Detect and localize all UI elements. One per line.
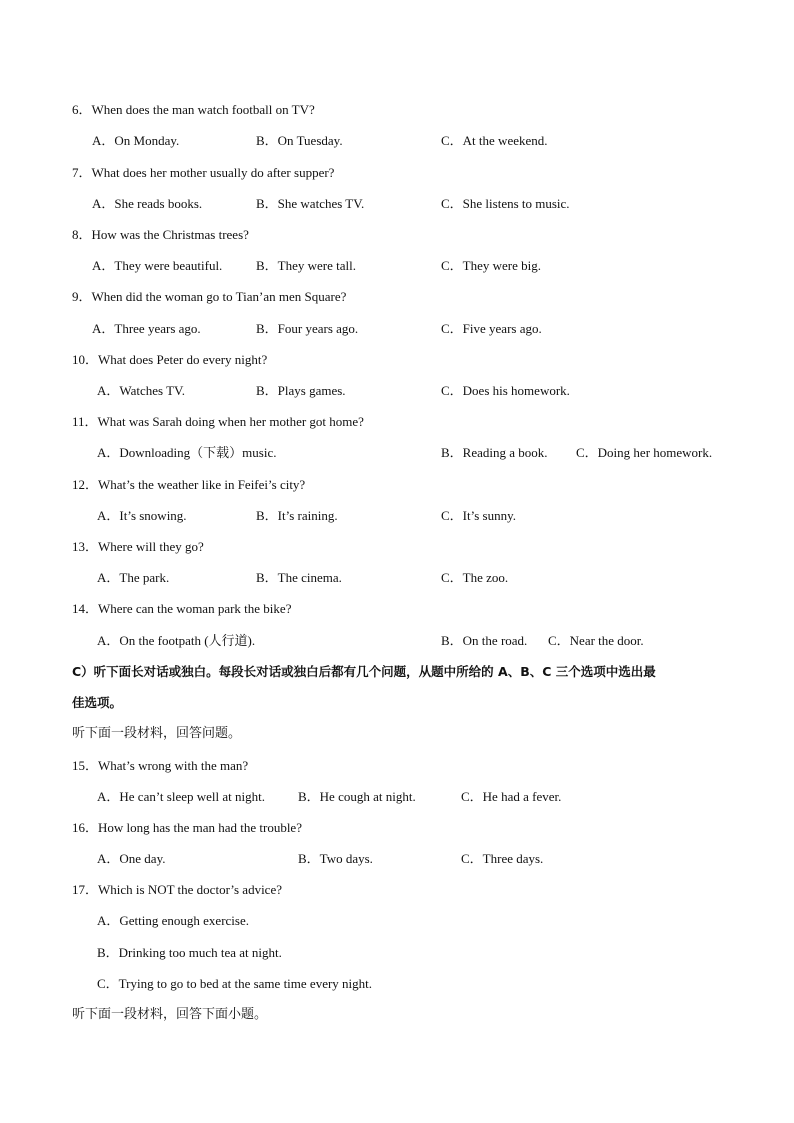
section-c-line2: 佳选项。 [72, 695, 123, 710]
question-text: 11．What was Sarah doing when her mother got home? [72, 414, 364, 429]
option-17-a [0, 911, 794, 931]
option-c: C．Does his homework. [441, 383, 570, 398]
option-b: B．It’s raining. [256, 508, 338, 523]
question-10 [0, 350, 794, 370]
option-17-b [0, 943, 794, 963]
option-a: A．Watches TV. [97, 383, 186, 398]
question-text: 16．How long has the man had the trouble? [72, 820, 302, 835]
option-a: A．He can’t sleep well at night. [97, 789, 265, 804]
options-9 [0, 319, 794, 339]
question-text: 6．When does the man watch football on TV? [72, 102, 315, 117]
option-c: C．They were big. [441, 258, 542, 273]
question-text: 17．Which is NOT the doctor’s advice? [72, 882, 282, 897]
question-text: 15．What’s wrong with the man? [72, 758, 249, 773]
option-b: B．The cinema. [256, 570, 342, 585]
option-c: C．He had a fever. [461, 789, 562, 804]
option-a: A．One day. [97, 851, 166, 866]
option-c: C．The zoo. [441, 570, 509, 585]
option-b: B．They were tall. [256, 258, 356, 273]
option-17-c [0, 974, 794, 994]
option-c: C．Near the door. [548, 633, 644, 648]
listen-instruction-2 [0, 1005, 794, 1025]
question-14 [0, 599, 794, 619]
question-17 [0, 880, 794, 900]
question-11 [0, 412, 794, 432]
listen-text: 听下面一段材料，回答下面小题。 [72, 1007, 268, 1022]
question-9 [0, 287, 794, 307]
option-a: A．Three years ago. [92, 321, 201, 336]
option-a: A．Downloading（下载）music. [97, 445, 277, 460]
option-a: A．On Monday. [92, 133, 180, 148]
options-6 [0, 131, 794, 151]
option-a: A．Getting enough exercise. [97, 913, 249, 928]
question-text: 10．What does Peter do every night? [72, 352, 268, 367]
option-c: C．Five years ago. [441, 321, 542, 336]
option-b: B．Two days. [298, 851, 373, 866]
option-b: B．Reading a book. [441, 445, 548, 460]
section-c-line1: C）听下面长对话或独白。每段长对话或独白后都有几个问题，从题中所给的 A、B、C 三个选项中选出最 [72, 664, 656, 679]
option-c: C．Trying to go to bed at the same time every night. [97, 976, 373, 991]
option-c: C．Three days. [461, 851, 544, 866]
options-15 [0, 787, 794, 807]
option-b: B．He cough at night. [298, 789, 416, 804]
section-c-instructions [0, 662, 794, 682]
option-a: A．The park. [97, 570, 170, 585]
question-text: 7．What does her mother usually do after supper? [72, 165, 335, 180]
question-12 [0, 475, 794, 495]
question-7 [0, 163, 794, 183]
option-b: B．She watches TV. [256, 196, 365, 211]
question-text: 14．Where can the woman park the bike? [72, 601, 292, 616]
option-c: C．It’s sunny. [441, 508, 516, 523]
options-14 [0, 631, 794, 651]
question-8 [0, 225, 794, 245]
option-c: C．She listens to music. [441, 196, 570, 211]
listen-text: 听下面一段材料，回答问题。 [72, 726, 242, 741]
question-16 [0, 818, 794, 838]
question-text: 13．Where will they go? [72, 539, 204, 554]
option-b: B．On Tuesday. [256, 133, 343, 148]
option-b: B．Four years ago. [256, 321, 359, 336]
option-a: A．She reads books. [92, 196, 203, 211]
option-a: A．They were beautiful. [92, 258, 223, 273]
option-c: C．Doing her homework. [576, 445, 713, 460]
option-a: A．It’s snowing. [97, 508, 187, 523]
question-13 [0, 537, 794, 557]
question-text: 8．How was the Christmas trees? [72, 227, 249, 242]
option-b: B．On the road. [441, 633, 528, 648]
options-8 [0, 256, 794, 276]
question-text: 12．What’s the weather like in Feifei’s city? [72, 477, 306, 492]
options-13 [0, 568, 794, 588]
question-text: 9．When did the woman go to Tian’an men Square? [72, 289, 347, 304]
listen-instruction-1 [0, 724, 794, 744]
options-11 [0, 443, 794, 463]
options-12 [0, 506, 794, 526]
section-c-instructions-cont [0, 693, 794, 713]
options-16 [0, 849, 794, 869]
option-b: B．Drinking too much tea at night. [97, 945, 282, 960]
option-a: A．On the footpath (人行道). [97, 633, 256, 648]
options-7 [0, 194, 794, 214]
question-15 [0, 756, 794, 776]
option-c: C．At the weekend. [441, 133, 548, 148]
options-10 [0, 381, 794, 401]
question-6 [0, 100, 794, 120]
option-b: B．Plays games. [256, 383, 346, 398]
